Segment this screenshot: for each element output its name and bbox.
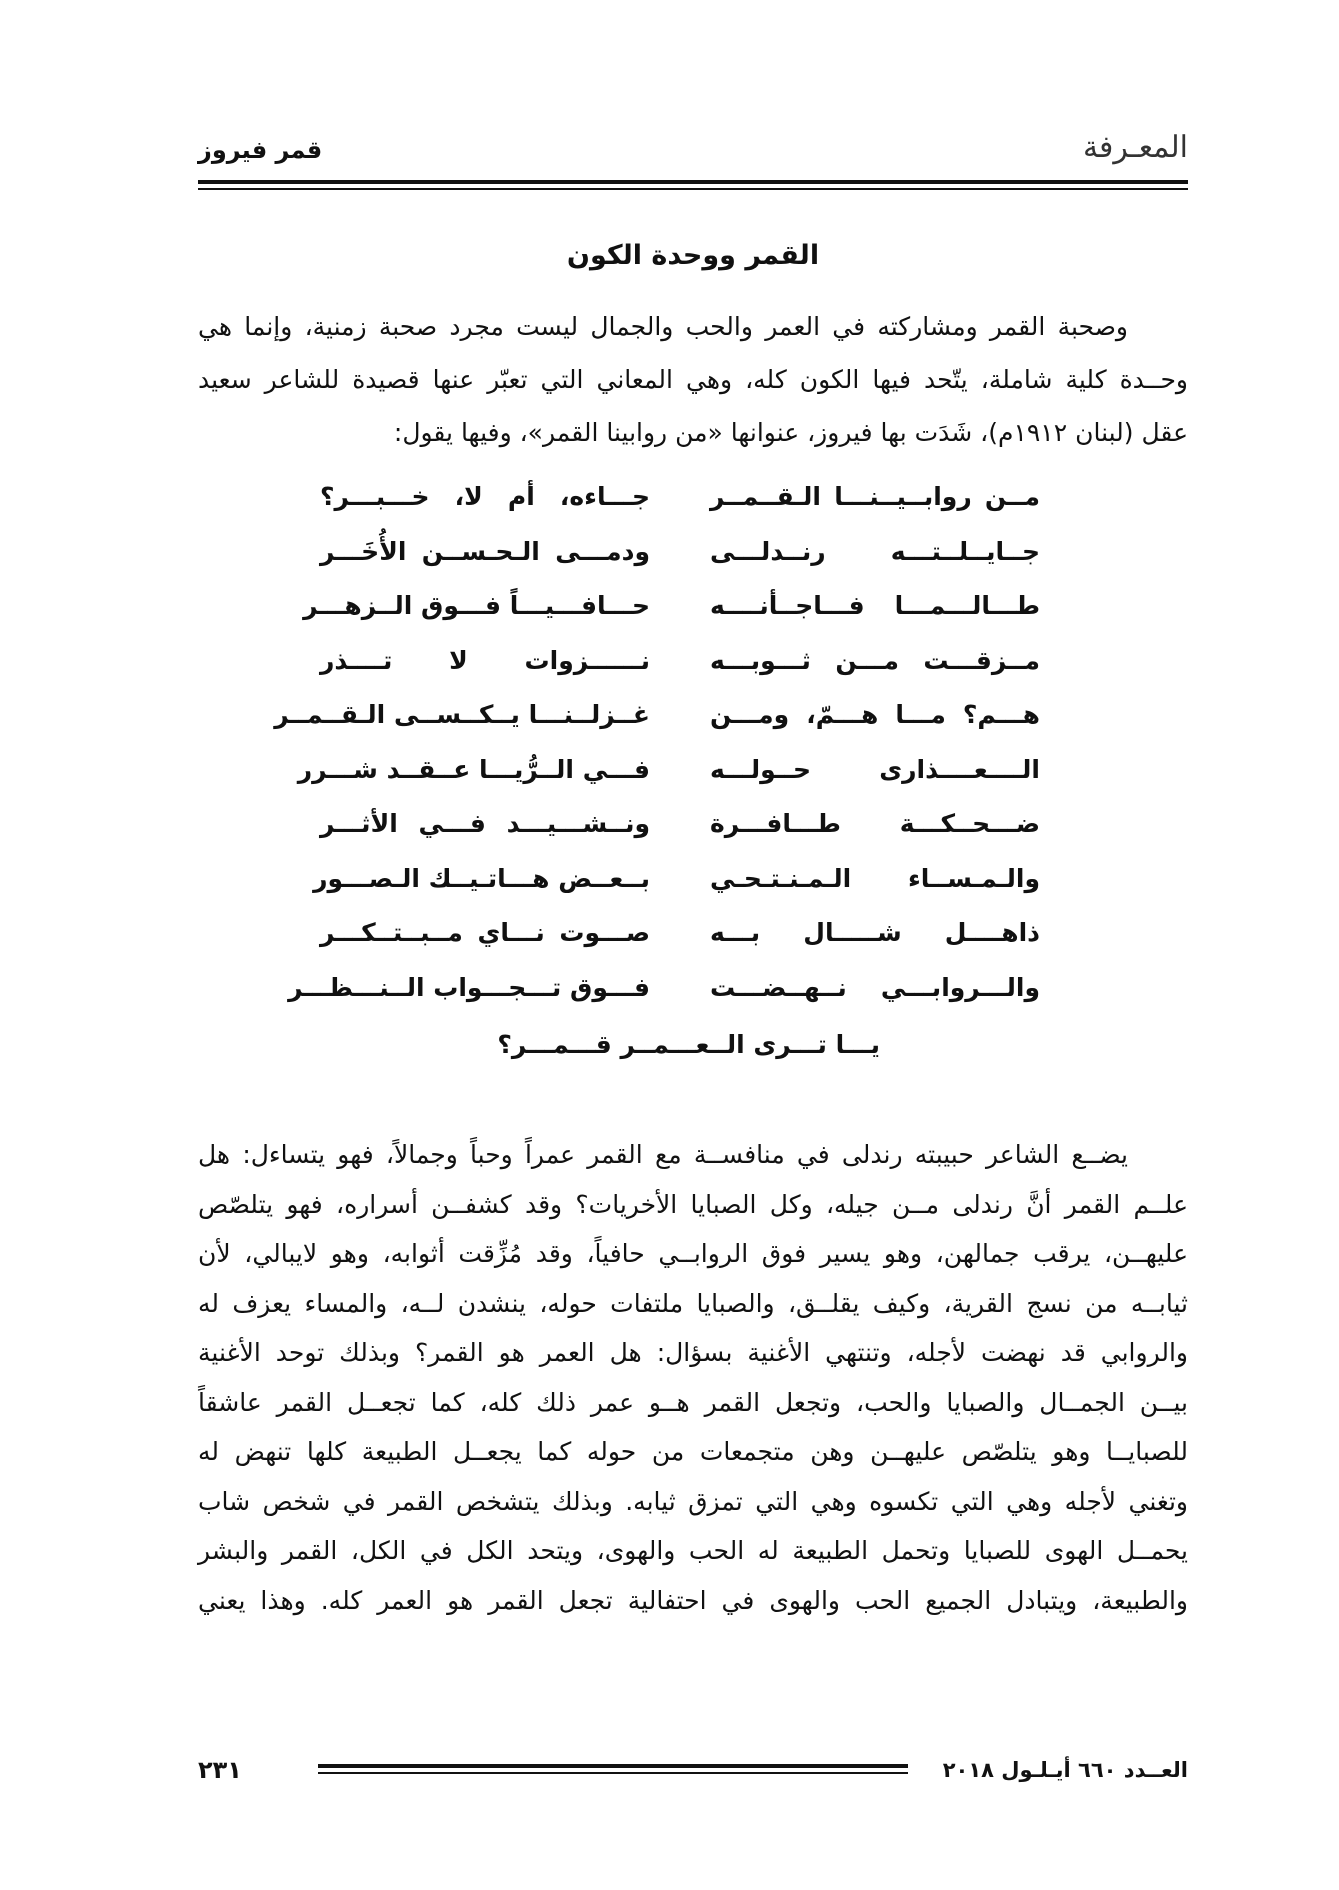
poem-verse: جـــاءه، أم لا، خـــبـــر؟ — [320, 482, 650, 511]
magazine-logo: المعـرفة — [1082, 130, 1188, 165]
poem-first-hemistichs — [710, 470, 1040, 1015]
poem-verse: ودمـــى الـحـســن الأُخَـــر — [320, 536, 650, 566]
poem-verse: غــزلــنـــا يــكــســى الـقــمــر — [274, 700, 650, 729]
poem-verse: مــزقـــت مـــن ثـــوبـــه — [710, 645, 1040, 675]
poem-verse: صـــوت نـــاي مــبــتــكـــر — [320, 918, 650, 947]
poem-verse: ضـــحــكـــة طـــافـــرة — [710, 809, 1040, 838]
footer-rule-thick — [318, 1764, 908, 1768]
body-line: والروابي قد نهضت لأجله، وتنتهي الأغنية بسؤال: هل العمر هو القمر؟ وبذلك توحد الأغنية — [198, 1338, 1188, 1367]
poem-verse: ونــشـــيـــد فـــي الأثـــر — [320, 809, 650, 838]
poem-verse: فـــي الــرُّيـــا عــقــد شـــرر — [297, 754, 650, 784]
running-header — [198, 130, 1188, 180]
poem — [274, 470, 1040, 1002]
poem-verse: طـــالـــمـــا فـــاجــأنــــه — [710, 591, 1040, 620]
intro-paragraph — [198, 300, 1188, 459]
poem-verse: والـمـســاء الـمـنـتـحـي — [710, 863, 1040, 893]
poem-verse: بــعــض هـــاتـيــك الـصـــور — [313, 863, 650, 893]
poem-verse: جــايــلــتـــه رنــدلـــى — [710, 536, 1040, 566]
section-heading: القمر ووحدة الكون — [566, 240, 820, 271]
poem-verse: الــــعــــذارى حــولـــه — [710, 754, 1040, 784]
body-line: يحمــل الهوى للصبايا وتحمل الطبيعة له الحب والهوى، ويتحد الكل في الكل، القمر والبشر — [198, 1536, 1188, 1565]
intro-line: وحــدة كلية شاملة، يتّحد فيها الكون كله، وهي المعاني التي تعبّر عنها قصيدة للشاعر سعيد — [198, 365, 1188, 394]
intro-line: وصحبة القمر ومشاركته في العمر والحب والجمال ليست مجرد صحبة زمنية، وإنما هي — [198, 312, 1128, 341]
header-rule-thick — [198, 180, 1188, 184]
header-rule-thin — [198, 188, 1188, 190]
poem-verse: فـــوق تـــجـــواب الــنـــظـــر — [288, 972, 650, 1002]
poem-verse: نــــــزوات لا تــــذر — [320, 645, 650, 675]
intro-line: عقل (لبنان ١٩١٢م)، شَدَت بها فيروز، عنوانها «من روابينا القمر»، وفيها يقول: — [393, 418, 1188, 447]
body-line: وتغني لأجله وهي التي تكسوه وهي التي تمزق ثيابه. وبذلك يتشخص القمر في شخص شاب — [198, 1486, 1188, 1516]
body-line: علــم القمر أنَّ رندلى مــن جيله، وكل الصبايا الأخريات؟ وقد كشفــن أسراره، فهو يتلصّص — [198, 1189, 1188, 1219]
poem-second-hemistichs — [274, 470, 650, 1015]
article-running-title: قمر فيروز — [198, 136, 323, 164]
footer-rule-thin — [318, 1772, 908, 1774]
body-line: عليهــن، يرقب جمالهن، وهو يسير فوق الروابــي حافياً، وقد مُزِّقت أثوابه، وهو لايبالي، لأن — [198, 1239, 1188, 1268]
poem-closing-line: يـــا تـــرى الــعـــمــر قـــمـــر؟ — [497, 1030, 880, 1059]
page-number: ٢٣١ — [198, 1756, 242, 1784]
body-line: والطبيعة، ويتبادل الجميع الحب والهوى في احتفالية تجعل القمر هو العمر كله. وهذا يعني — [198, 1585, 1188, 1615]
poem-verse: مــن روابــيــنـــا الـقــمــر — [710, 482, 1040, 511]
body-paragraph — [198, 1130, 1188, 1625]
poem-verse: حـــافـــيـــاً فـــوق الــزهـــر — [303, 591, 650, 620]
body-line: ثيابــه من نسج القرية، وكيف يقلــق، والصبايا ملتفات حوله، ينشدن لــه، والمساء يعزف له — [198, 1288, 1188, 1318]
body-line: للصبايــا وهو يتلصّص عليهــن وهن متجمعات من حوله كما يجعــل الطبيعة كلها تنهض له — [198, 1437, 1188, 1466]
issue-info: العــدد ٦٦٠ أيـلـول ٢٠١٨ — [942, 1758, 1188, 1782]
poem-verse: هـــم؟ مـــا هـــمّ، ومـــن — [710, 700, 1040, 729]
poem-verse: والـــروابـــي نــهــضـــت — [710, 972, 1040, 1002]
poem-verse: ذاهــــل شـــــال بـــه — [710, 918, 1040, 947]
body-line: يضــع الشاعر حبيبته رندلى في منافســة مع القمر عمراً وحباً وجمالاً، فهو يتساءل: هل — [198, 1140, 1128, 1169]
body-line: بيــن الجمــال والصبايا والحب، وتجعل القمر هــو عمر ذلك كله، كما تجعــل القمر عاشقاً — [198, 1387, 1188, 1417]
